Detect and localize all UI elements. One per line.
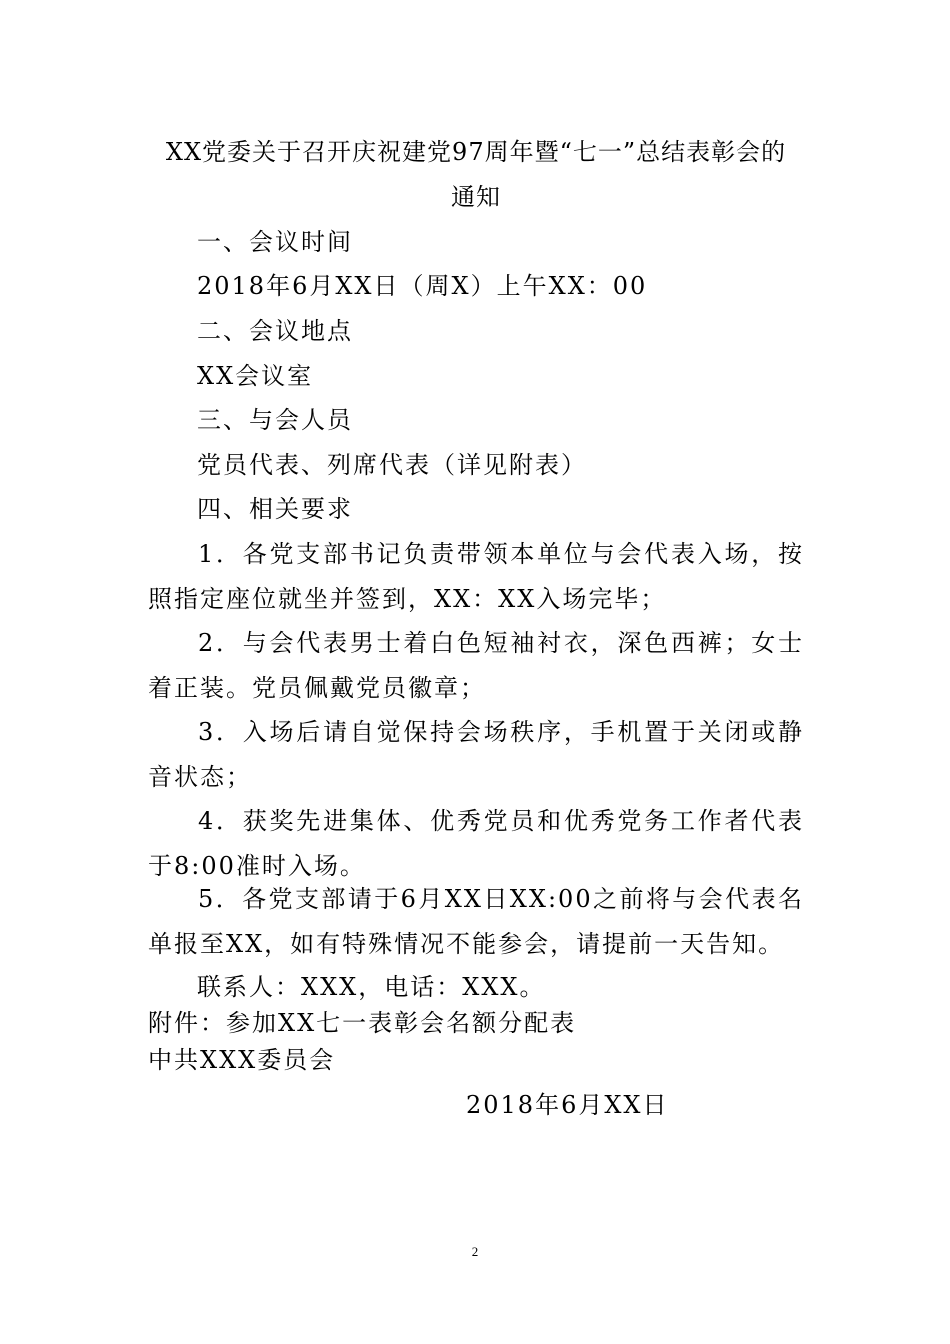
- page-number: 2: [471, 1244, 479, 1259]
- document-title-line2: 通知: [451, 183, 501, 211]
- requirement-item-5: 5．各党支部请于6月XX日XX:00之前将与会代表名单报至XX，如有特殊情况不能参会，请提前一天告知。: [148, 885, 804, 958]
- attachment-line: 附件：参加XX七一表彰会名额分配表: [148, 1009, 577, 1037]
- contact-line: 联系人：XXX，电话：XXX。: [197, 973, 546, 1001]
- section4-heading: 四、相关要求: [197, 495, 353, 523]
- section2-heading: 二、会议地点: [197, 317, 353, 345]
- requirement-item-4: 4．获奖先进集体、优秀党员和优秀党务工作者代表于8:00准时入场。: [148, 807, 804, 880]
- requirement-item-1: 1．各党支部书记负责带领本单位与会代表入场，按照指定座位就坐并签到，XX：XX入场完毕；: [148, 540, 804, 613]
- section3-body: 党员代表、列席代表（详见附表）: [197, 451, 587, 479]
- requirement-item-3: 3．入场后请自觉保持会场秩序，手机置于关闭或静音状态；: [148, 718, 804, 791]
- document-date: 2018年6月XX日: [466, 1091, 669, 1119]
- section1-body: 2018年6月XX日（周X）上午XX：00: [197, 272, 648, 300]
- requirement-item-2: 2．与会代表男士着白色短袖衬衣，深色西裤；女士着正装。党员佩戴党员徽章；: [148, 629, 804, 702]
- issuer-name: 中共XXX委员会: [148, 1046, 336, 1074]
- document-title-line1: XX党委关于召开庆祝建党97周年暨“七一”总结表彰会的: [165, 138, 787, 166]
- section2-body: XX会议室: [197, 362, 314, 390]
- section1-heading: 一、会议时间: [197, 228, 353, 256]
- section3-heading: 三、与会人员: [197, 406, 353, 434]
